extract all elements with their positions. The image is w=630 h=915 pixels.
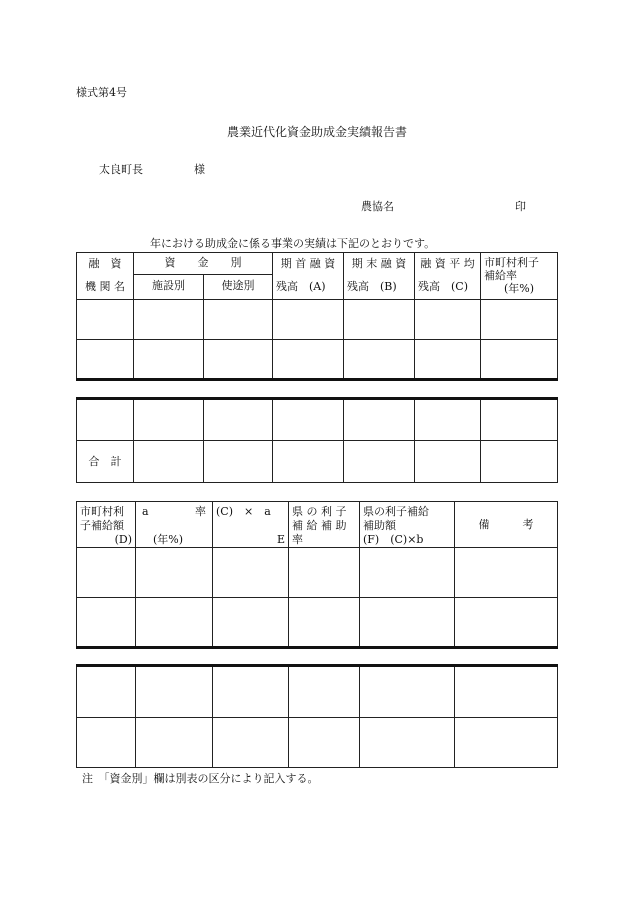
th-municipal-amount: [77, 502, 136, 548]
cell: [273, 340, 344, 380]
cell: [344, 300, 415, 340]
th-fund-type-label: 資 金 別: [134, 253, 272, 275]
th-d-line2: 子補給額: [80, 519, 124, 532]
cell: [77, 300, 134, 340]
th-begin-line2: 残高 (A): [276, 280, 326, 293]
table-loan-balances-continued: [76, 397, 558, 483]
th-begin-line1: 期 首 融 資: [280, 257, 336, 270]
th-average-balance: [415, 253, 481, 300]
applicant-label: 農協名: [361, 200, 394, 213]
cell: [344, 399, 415, 441]
th-pref-rate-line3: 率: [292, 533, 303, 546]
cell: [204, 340, 273, 380]
th-pref-rate-line1: 県 の 利 子: [292, 505, 347, 518]
th-a-rate: [136, 502, 213, 548]
cell: [455, 666, 558, 718]
table-interest-subsidy: [76, 501, 558, 649]
cell: [289, 666, 360, 718]
cell: [273, 399, 344, 441]
table-interest-subsidy-continued: [76, 664, 558, 768]
cell: [136, 718, 213, 768]
th-pref-rate-line2: 補 給 補 助: [292, 519, 347, 532]
cell: [415, 441, 481, 483]
cell: [455, 548, 558, 598]
table-row: [77, 340, 558, 380]
cell: [77, 666, 136, 718]
total-row: [77, 441, 558, 483]
th-purpose: 使途別: [221, 279, 255, 292]
cell: [273, 441, 344, 483]
cell: [455, 718, 558, 768]
cell: [134, 300, 204, 340]
th-c-times-a: [213, 502, 289, 548]
th-rate-line3: (年%): [503, 282, 535, 295]
cell: [204, 441, 273, 483]
addressee-name: 太良町長: [99, 163, 143, 176]
cell: [481, 340, 558, 380]
cell: [360, 598, 455, 648]
cell: [213, 548, 289, 598]
th-pref-amt-line1: 県の利子補給: [363, 505, 429, 518]
table-row: [77, 300, 558, 340]
th-d-line3: (D): [114, 533, 132, 546]
cell: [77, 718, 136, 768]
cell: [344, 340, 415, 380]
th-a-rate-label: 率: [195, 505, 206, 518]
cell: [77, 548, 136, 598]
th-a-line2: (年%): [153, 533, 184, 546]
cell: [289, 598, 360, 648]
cell: [134, 340, 204, 380]
th-fund-type: [134, 253, 273, 300]
cell: [360, 718, 455, 768]
th-rate-line2: 補給率: [484, 269, 517, 282]
cell: [213, 666, 289, 718]
cell: [481, 399, 558, 441]
th-institution-line2: 機 関 名: [85, 280, 125, 293]
cell: [77, 598, 136, 648]
form-number: 様式第4号: [76, 86, 127, 99]
cell: [134, 399, 204, 441]
cell: [213, 718, 289, 768]
cell: [481, 441, 558, 483]
table1-header-row: [77, 253, 558, 300]
table2-header-row: [77, 502, 558, 548]
th-avg-line2: 残高 (C): [418, 280, 468, 293]
th-d-line1: 市町村利: [80, 505, 124, 518]
cell: [213, 598, 289, 648]
cell: [415, 340, 481, 380]
th-ca-line1: (C) × a: [216, 505, 271, 518]
th-pref-rate: [289, 502, 360, 548]
seal-mark: 印: [515, 200, 526, 213]
th-remarks: 備 考: [455, 502, 558, 548]
cell: [136, 666, 213, 718]
table-row: [77, 666, 558, 718]
th-facility: 施設別: [134, 275, 204, 299]
cell: [136, 548, 213, 598]
cell: [415, 300, 481, 340]
th-institution: [77, 253, 134, 300]
th-ca-line2: E: [276, 533, 285, 546]
table-row: [77, 548, 558, 598]
cell: [204, 300, 273, 340]
cell: [204, 399, 273, 441]
th-rate-line1: 市町村利子: [484, 256, 539, 269]
cell: [360, 666, 455, 718]
th-pref-amt-line2: 補助額: [363, 519, 396, 532]
page-title: 農業近代化資金助成金実績報告書: [227, 125, 408, 139]
table-row: [77, 718, 558, 768]
addressee-honorific: 様: [194, 163, 205, 176]
footnote: 注 「資金別」欄は別表の区分により記入する。: [82, 772, 319, 785]
th-a-line1: [139, 505, 209, 519]
cell: [273, 300, 344, 340]
cell: [455, 598, 558, 648]
table-loan-balances: [76, 252, 558, 381]
th-institution-line1: 融 資: [88, 257, 122, 270]
total-label: 合 計: [77, 441, 134, 483]
th-begin-balance: [273, 253, 344, 300]
cell: [289, 718, 360, 768]
th-end-line1: 期 末 融 資: [351, 257, 407, 270]
th-pref-amount: [360, 502, 455, 548]
cell: [360, 548, 455, 598]
cell: [481, 300, 558, 340]
cell: [134, 441, 204, 483]
cell: [77, 399, 134, 441]
th-municipal-rate: [481, 253, 558, 300]
th-pref-amt-line3: (F) (C)×b: [363, 533, 424, 546]
intro-text: 年における助成金に係る事業の実績は下記のとおりです。: [150, 237, 436, 250]
cell: [415, 399, 481, 441]
th-end-balance: [344, 253, 415, 300]
cell: [289, 548, 360, 598]
table-row: [77, 598, 558, 648]
cell: [136, 598, 213, 648]
th-avg-line1: 融 資 平 均: [420, 257, 475, 270]
table-row: [77, 399, 558, 441]
cell: [77, 340, 134, 380]
cell: [344, 441, 415, 483]
th-end-line2: 残高 (B): [347, 280, 397, 293]
th-a-symbol: a: [142, 505, 149, 518]
